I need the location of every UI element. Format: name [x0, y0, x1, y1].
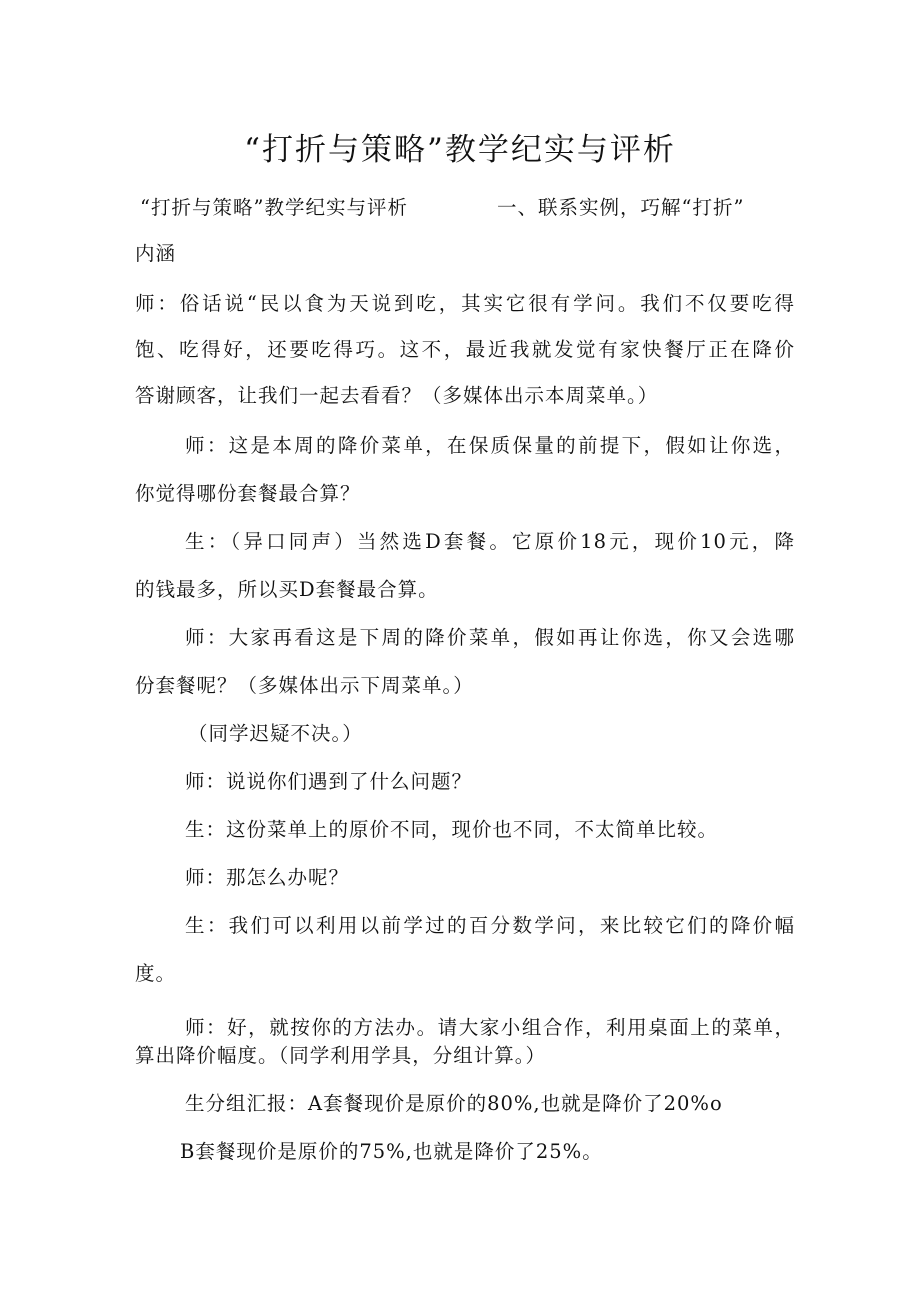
paragraph-line: 生分组汇报：A套餐现价是原价的80%,也就是降价了20%o — [185, 1092, 723, 1115]
paragraph-line: 生：这份菜单上的原价不同，现价也不同，不太简单比较。 — [185, 818, 719, 841]
document-title: “打折与策略”教学纪实与评析 — [244, 132, 676, 168]
paragraph-line: 生：（异口同声）当然选D套餐。它原价18元，现价10元，降 — [185, 530, 795, 553]
paragraph-line: 算出降价幅度。（同学利用学具，分组计算。） — [135, 1044, 547, 1067]
subtitle-line-right: 一、联系实例，巧解“打折” — [497, 196, 745, 219]
paragraph-line: 答谢顾客，让我们一起去看看？（多媒体出示本周菜单。） — [135, 384, 659, 407]
paragraph-line: 饱、吃得好，还要吃得巧。这不，最近我就发觉有家快餐厅正在降价 — [135, 338, 795, 361]
paragraph-line: 生：我们可以利用以前学过的百分数学问，来比较它们的降价幅 — [185, 914, 795, 937]
paragraph-line: 师：说说你们遇到了什么问题？ — [185, 770, 473, 793]
paragraph-line: 师：俗话说“民以食为天说到吃，其实它很有学问。我们不仅要吃得 — [135, 292, 795, 315]
paragraph-line: 师：这是本周的降价菜单，在保质保量的前提下，假如让你选， — [185, 434, 795, 457]
paragraph-line: 你觉得哪份套餐最合算？ — [135, 482, 361, 505]
paragraph-line: 师：大家再看这是下周的降价菜单，假如再让你选，你又会选哪 — [185, 626, 795, 649]
paragraph-line: 份套餐呢？（多媒体出示下周菜单。） — [135, 674, 474, 697]
paragraph-line: 度。 — [135, 962, 177, 985]
paragraph-line: （同学迟疑不决。） — [188, 722, 363, 745]
paragraph-line: 的钱最多，所以买D套餐最合算。 — [135, 578, 439, 601]
paragraph-line: B套餐现价是原价的75%,也就是降价了25%。 — [180, 1140, 603, 1163]
subtitle-line-left: “打折与策略”教学纪实与评析 — [140, 196, 408, 219]
paragraph-line: 内涵 — [135, 242, 177, 265]
paragraph-line: 师：那怎么办呢？ — [185, 866, 350, 889]
paragraph-line: 师：好，就按你的方法办。请大家小组合作，利用桌面上的菜单， — [185, 1016, 795, 1039]
